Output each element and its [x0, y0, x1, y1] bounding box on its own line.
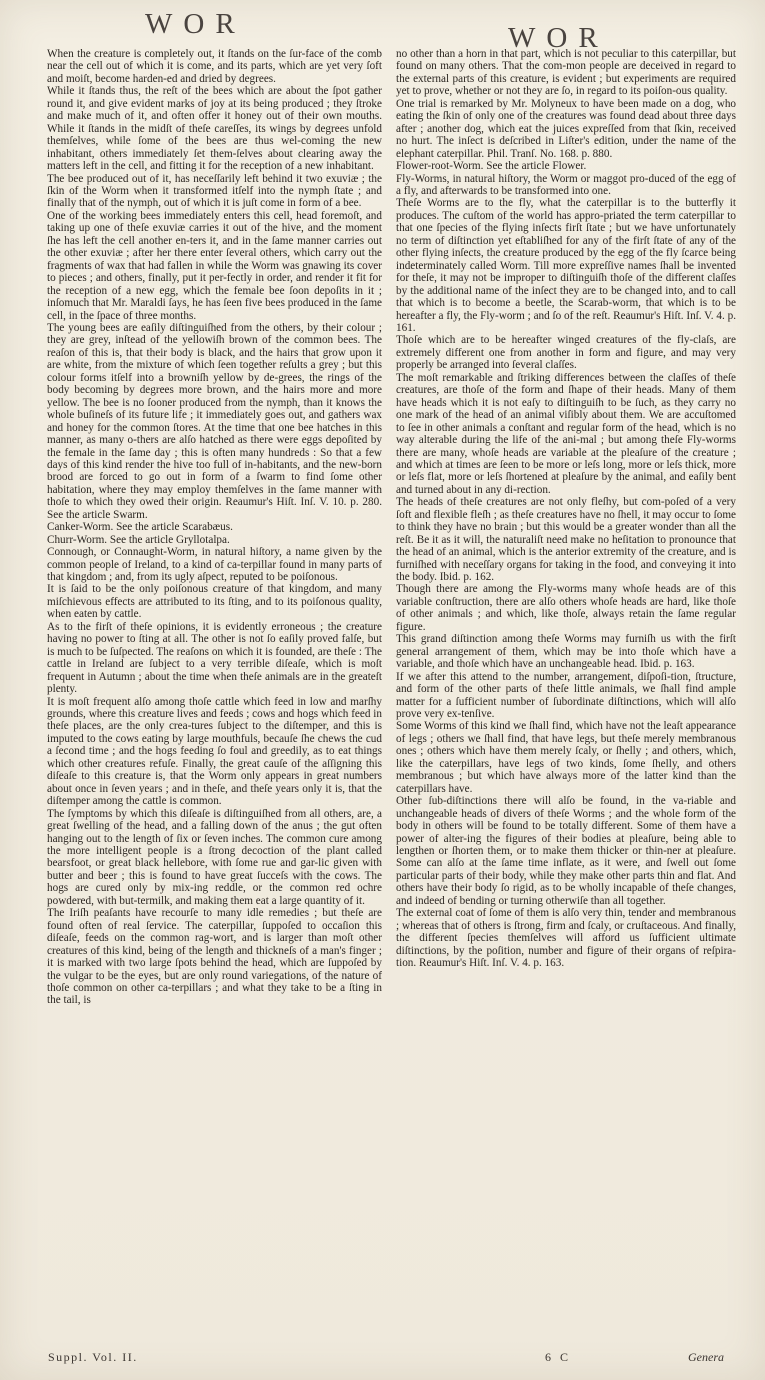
paragraph: The Iriſh peaſants have recourſe to many idle remedies ; but theſe are found often of real ſervice. The caterpillar, ſuppoſed to occaſion this diſeaſe, feeds on the common rag-wort, and is larger than moſt other creatures of this kind, being of the length and thickneſs of a man's finger ; it is marked with two large ſpots behind the head, which are ſuppoſed by the vulgar to be the eyes, but are only round variegations, of the nature of thoſe common on other ca-terpillars ; and what they take to be a ſting in the tail, is — [47, 907, 382, 1007]
left-column — [47, 48, 382, 1007]
paragraph: Fly-Worms, in natural hiſtory, the Worm or maggot pro-duced of the egg of a fly, and afterwards to be transformed into one. — [396, 172, 736, 197]
paragraph: It is moſt frequent alſo among thoſe cattle which feed in low and marſhy grounds, where this creature lives and feeds ; cows and hogs which feed in theſe places, are the only crea-tures ſubject to the diſtemper, and this is imputed to the cows eating by large mouthfuls, becauſe ſhe chews the cud a ſecond time ; and the hogs feeding ſo foul and greedily, as to eat things which other creatures refuſe. Finally, the great cauſe of the aſſigning this diſeaſe to this creature is, that the Worm only appears in great numbers about once in ſeven years ; and in theſe, and theſe years only it is, that the diſtemper among the cattle is common. — [47, 695, 382, 808]
paragraph: Other ſub-diſtinctions there will alſo be found, in the va-riable and unchangeable heads of divers of theſe Worms ; and the whole form of the body in others will be found to be totally different. Some of them have a power of alter-ing the figures of their bodies at pleaſure, being able to lengthen or ſhorten them, or to make them thicker or thin-ner at pleaſure. Some can alſo at the ſame time inflate, as it were, and ſwell out ſome particular parts of their body, while they make other parts thin and flat. And others have their body ſo rigid, as to be wholly incapable of theſe changes, and indeed of bending or turning otherwiſe than all together. — [396, 795, 736, 907]
paragraph: The young bees are eaſily diſtinguiſhed from the others, by their colour ; they are grey, inſtead of the yellowiſh brown of the common bees. The reaſon of this is, that their body is black, and the hairs that grow upon it are white, from the mixture of which ſeen together reſults a grey ; but this colour forms itſelf into a browniſh yellow by de-grees, the rings of the body becoming by degrees more brown, and the hairs more and more yellow. The bee is no ſooner produced from the nymph, than it knows the whole buſineſs of its future life ; it immediately goes out, and gathers wax and honey for the common ſtores. At the time that one bee hatches in this manner, as many o-thers are alſo hatched as there were eggs depoſited by the female in the ſame day ; this is often many hundreds : So that a few days of this kind render the hive too full of in-habitants, and the new-born brood are forced to go out in form of a ſwarm to find ſome other habitation, where they may employ themſelves in the ſame manner with thoſe to which they owed their origin. Reaumur's Hiſt. Inſ. V. 10. p. 280. See the article Swarm. — [47, 321, 382, 521]
right-column — [396, 48, 736, 970]
paragraph: When the creature is completely out, it ſtands on the ſur-face of the comb near the cell out of which it is come, and its parts, which are yet very ſoft and moiſt, become harden-ed and dried by degrees. — [47, 48, 382, 85]
running-head-left: WOR — [145, 8, 246, 40]
paragraph: If we after this attend to the number, arrangement, diſpoſi-tion, ſtructure, and form of the other parts of theſe little animals, we ſhall find ample matter for a ſufficient number of ſubordinate diſtinctions, which will alſo prove very ex-tenſive. — [396, 670, 736, 721]
signature-mark: Suppl. Vol. II. — [48, 1350, 138, 1364]
paragraph: One trial is remarked by Mr. Molyneux to have been made on a dog, who eating the ſkin of only one of the creatures was found dead about three days after ; another dog, which eat the juices expreſſed from that ſkin, received no hurt. The inſect is deſcribed in Liſter's edition, under the name of the elephant caterpillar. Phil. Tranſ. No. 168. p. 880. — [396, 97, 736, 160]
catchword: Genera — [688, 1350, 724, 1364]
paragraph: As to the firſt of theſe opinions, it is evidently erroneous ; the creature having no power to ſting at all. The other is not ſo eaſily proved falſe, but is much to be ſuſpected. The reaſons on which it is founded, are theſe : The cattle in Ireland are ſubject to a very terrible diſeaſe, which is moſt frequent in Autumn ; about the time when theſe animals are in the greateſt plenty. — [47, 620, 382, 696]
paragraph: The moſt remarkable and ſtriking differences between the claſſes of theſe creatures, are thoſe of the form and ſhape of their heads. Many of them have heads which it is not eaſy to diſtinguiſh to be ſuch, as they carry no one mark of the head of an animal viſibly about them. We are accuſtomed to ſee in other animals a conſtant and regular form of the head, which is no way alterable during the life of the ani-mal ; but among theſe Fly-worms there are many, whoſe heads are variable at the pleaſure of the creature ; and which at times are ſeen to be more or leſs long, more or leſs thick, more or leſs flat, more or leſs ſhortened at pleaſure by the animal, and eaſily bent and turned about in any di-rection. — [396, 371, 736, 496]
paragraph: no other than a horn in that part, which is not peculiar to this caterpillar, but found on many others. That the com-mon people are deceived in regard to the external parts of this creature, is evident ; but experiments are required yet to prove, whether or not they are ſo, in regard to its poiſon-ous quality. — [396, 48, 736, 98]
paragraph: Though there are among the Fly-worms many whoſe heads are of this variable conſtruction, there are alſo others whoſe heads are hard, like thoſe of other animals ; and which, like thoſe, always retain the ſame regular figure. — [396, 583, 736, 633]
paragraph: Thoſe which are to be hereafter winged creatures of the fly-claſs, are extremely different one from another in form and figure, and may very properly be arranged into ſeveral claſſes. — [396, 334, 736, 372]
running-head-right: WOR — [508, 22, 609, 54]
paragraph: Connough, or Connaught-Worm, in natural hiſtory, a name given by the common people of Ireland, to a kind of ca-terpillar found in many parts of that kingdom ; and, from its ugly aſpect, reputed to be poiſonous. — [47, 546, 382, 584]
paragraph: One of the working bees immediately enters this cell, head foremoſt, and taking up one of theſe exuviæ carries it out of the hive, and the moment ſhe has left the cell another en-ters it, and in the ſame manner carries out the other exuviæ ; after her there enter ſeveral others, which carry out the fragments of wax that had fallen in while the Worm was gnawing its cover to pieces ; and others, finally, put it per-fectly in order, and render it fit for the reception of a new egg, which the female bee ſoon depoſits in it ; inſomuch that Mr. Maraldi ſays, he has ſeen five bees produced in the ſame cell, in the ſpace of three months. — [47, 209, 382, 322]
paragraph: Churr-Worm. See the article Gryllotalpa. — [47, 533, 230, 546]
paragraph: The ſymptoms by which this diſeaſe is diſtinguiſhed from all others, are, a great ſwelling of the head, and a falling down of the anus ; the gut often hanging out to the length of ſix or ſeven inches. The common cure among the more intelligent people is a ſtrong decoction of the plant called bearsfoot, or great black hellebore, with ſome rue and gar-lic given with butter and beer ; this is found to have great ſucceſs with the cows. The hogs are cured only by mix-ing reddle, or the common red ochre powdered, with but-termilk, and making them eat a large quantity of it. — [47, 807, 382, 907]
paragraph: The bee produced out of it, has neceſſarily left behind it two exuviæ ; the ſkin of the Worm when it transformed itſelf into the nymph ſtate ; and finally that of the nymph, out of which it is juſt come in form of a bee. — [47, 172, 382, 210]
paragraph: This grand diſtinction among theſe Worms may furniſh us with the firſt general arrangement of them, which may be into thoſe which have a variable, and thoſe which have an unchangeable head. Ibid. p. 163. — [396, 633, 736, 671]
paragraph: Canker-Worm. See the article Scarabæus. — [47, 521, 233, 534]
sheet-mark: 6 C — [545, 1350, 572, 1364]
paragraph: The heads of theſe creatures are not only fleſhy, but com-poſed of a very ſoft and flexible fleſh ; as theſe creatures have no ſhell, it may occur to ſome to think they have no brain ; but this would be a greater wonder than all the reſt. Be it as it will, the naturaliſt need make no heſitation to pronounce that the head of an animal, which is the anterior extremity of the creature, and is furniſhed with neceſſary organs for taking in the food, and conveying it into the body. Ibid. p. 162. — [396, 496, 736, 584]
paragraph: The external coat of ſome of them is alſo very thin, tender and membranous ; whereas that of others is ſtrong, firm and ſcaly, or cruſtaceous. And finally, the different ſpecies themſelves will afford us ſufficient ultimate diſtinctions, by the poſition, number and figure of their organs of reſpira-tion. Reaumur's Hiſt. Inſ. V. 4. p. 163. — [396, 907, 736, 970]
paragraph: Some Worms of this kind we ſhall find, which have not the leaſt appearance of legs ; others we ſhall find, that have legs, but theſe merely membranous ones ; others which have them merely ſcaly, or ſhelly ; and others, which, like the caterpillars, have legs of two kinds, ſome ſhelly, and others membranous ; but which have always more of the latter kind than the caterpillars have. — [396, 720, 736, 795]
paragraph: Theſe Worms are to the fly, what the caterpillar is to the butterfly it produces. The cuſtom of the world has appro-priated the term caterpillar to that one ſpecies of the flying inſects firſt ſtate ; but we have unfortunately no term of diſtinction yet eſtabliſhed for any of the firſt ſtate of any of the other flying inſects, the creature produced by the egg of the fly ſcarce being indeterminately called Worm. Till more expreſſive names ſhall be invented for theſe, it may not be improper to diſtinguiſh thoſe of the different claſſes by the additional name of the inſect they are to be changed into, and to call that which is to become a beetle, the Scarab-worm, that which is to be hereafter a fly, the Fly-worm ; and ſo of the reſt. Reaumur's Hiſt. Inſ. V. 4. p. 161. — [396, 197, 736, 334]
paragraph: While it ſtands thus, the reſt of the bees which are about the ſpot gather round it, and give evident marks of joy at its being produced ; they ſtroke and make much of it, and often offer it honey out of their own mouths. While it ſtands in the midſt of theſe careſſes, its wings by degrees unfold themſelves, while ſome of the bees are thus wel-coming the new inhabitant, others immediately ſet them-ſelves about clearing away the matters left in the cell, and fitting it for the reception of a new inhabitant. — [47, 85, 382, 173]
paragraph: Flower-root-Worm. See the article Flower. — [396, 160, 587, 173]
paragraph: It is ſaid to be the only poiſonous creature of that kingdom, and many miſchievous effects are attributed to its ſting, and to its poiſonous quality, when eaten by cattle. — [47, 583, 382, 621]
